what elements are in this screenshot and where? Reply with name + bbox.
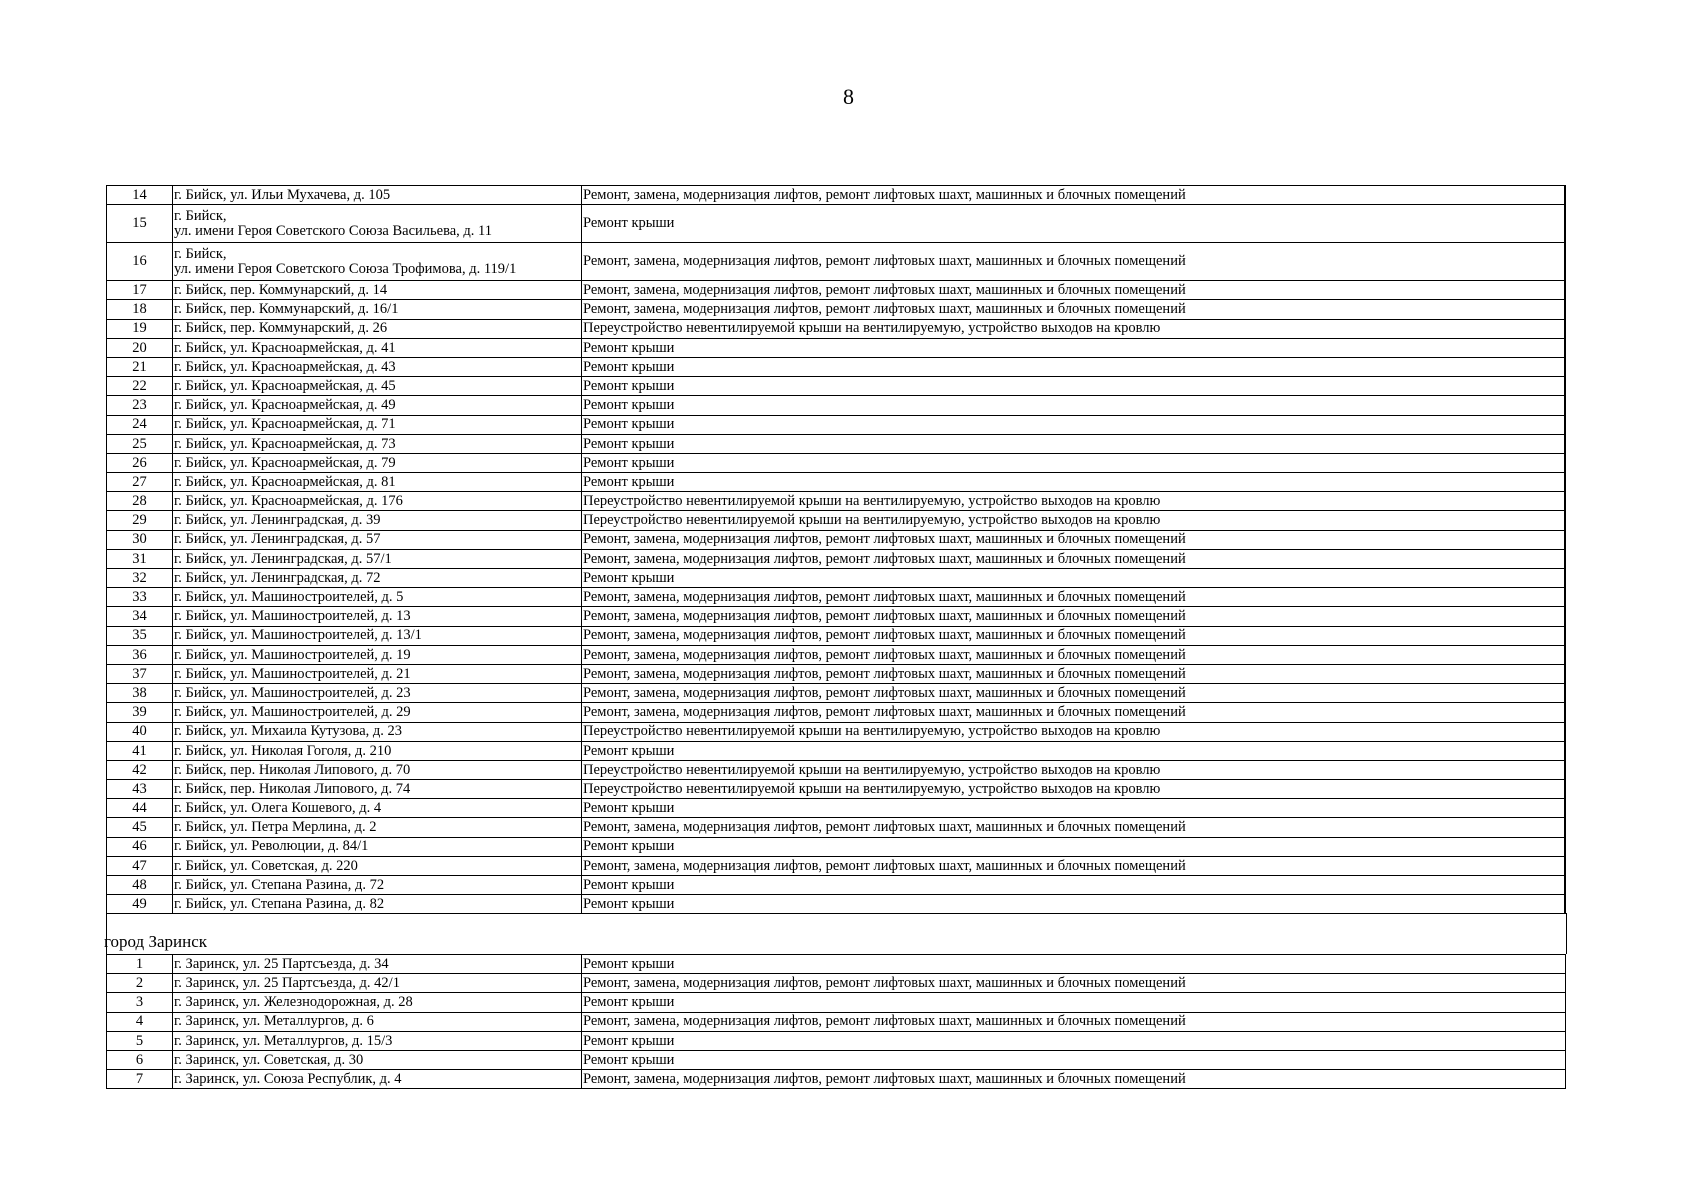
row-work-type: Ремонт, замена, модернизация лифтов, ремонт лифтовых шахт, машинных и блочных помещений (582, 588, 1566, 607)
address-line: г. Бийск, ул. Красноармейская, д. 176 (174, 493, 403, 510)
table-row (107, 319, 1566, 338)
page-number: 8 (843, 84, 854, 109)
row-address (173, 684, 582, 703)
row-address (173, 281, 582, 300)
table-row (107, 974, 1566, 993)
row-work-type: Ремонт крыши (582, 434, 1566, 453)
row-address (173, 396, 582, 415)
row-work-type: Ремонт, замена, модернизация лифтов, ремонт лифтовых шахт, машинных и блочных помещений (582, 243, 1566, 281)
row-work-type: Ремонт крыши (582, 205, 1566, 243)
table-row (107, 607, 1566, 626)
address-line: г. Бийск, ул. Красноармейская, д. 71 (174, 416, 396, 433)
address-line: г. Бийск, пер. Николая Липового, д. 70 (174, 761, 411, 778)
row-address (173, 186, 582, 205)
row-address (173, 1050, 582, 1069)
address-line: г. Бийск, ул. Машиностроителей, д. 5 (174, 589, 404, 606)
address-line: г. Бийск, ул. Степана Разина, д. 72 (174, 876, 385, 893)
row-number: 33 (107, 588, 173, 607)
table-row (107, 243, 1566, 281)
row-number: 18 (107, 300, 173, 319)
address-line: г. Бийск, ул. Красноармейская, д. 79 (174, 454, 396, 471)
row-address (173, 205, 582, 243)
address-line: г. Заринск, ул. Союза Республик, д. 4 (174, 1070, 402, 1087)
row-work-type: Переустройство невентилируемой крыши на вентилируемую, устройство выходов на кровлю (582, 319, 1566, 338)
section-title-zarinsk: город Заринск (104, 932, 208, 951)
row-address (173, 338, 582, 357)
row-work-type: Ремонт крыши (582, 338, 1566, 357)
row-work-type: Ремонт, замена, модернизация лифтов, ремонт лифтовых шахт, машинных и блочных помещений (582, 645, 1566, 664)
row-number: 3 (107, 993, 173, 1012)
table-row (107, 549, 1566, 568)
address-line: г. Бийск, ул. Красноармейская, д. 41 (174, 339, 396, 356)
address-line: г. Бийск, ул. Николая Гоголя, д. 210 (174, 742, 392, 759)
table-row (107, 186, 1566, 205)
row-number: 37 (107, 664, 173, 683)
table-row (107, 530, 1566, 549)
row-address (173, 1012, 582, 1031)
row-address (173, 895, 582, 914)
table-row (107, 760, 1566, 779)
row-work-type: Ремонт крыши (582, 377, 1566, 396)
address-line: г. Бийск, ул. Ленинградская, д. 57 (174, 531, 381, 548)
row-number: 25 (107, 434, 173, 453)
biysk-table (106, 185, 1566, 914)
row-work-type: Ремонт крыши (582, 876, 1566, 895)
row-address (173, 645, 582, 664)
row-address (173, 760, 582, 779)
table-row (107, 837, 1566, 856)
row-work-type: Ремонт крыши (582, 741, 1566, 760)
row-address (173, 434, 582, 453)
row-address (173, 741, 582, 760)
row-address (173, 415, 582, 434)
address-line: г. Бийск, ул. Красноармейская, д. 49 (174, 397, 396, 414)
address-line: г. Бийск, ул. Красноармейская, д. 73 (174, 435, 396, 452)
address-line: г. Бийск, ул. Машиностроителей, д. 21 (174, 665, 411, 682)
row-address (173, 974, 582, 993)
address-line: г. Бийск, ул. Машиностроителей, д. 19 (174, 646, 411, 663)
row-number: 41 (107, 741, 173, 760)
row-work-type: Ремонт крыши (582, 357, 1566, 376)
row-address (173, 993, 582, 1012)
row-address (173, 1070, 582, 1089)
table-row (107, 955, 1566, 974)
row-address (173, 473, 582, 492)
row-number: 2 (107, 974, 173, 993)
address-line: г. Бийск, пер. Коммунарский, д. 16/1 (174, 301, 399, 318)
row-number: 14 (107, 186, 173, 205)
address-line: г. Бийск, пер. Николая Липового, д. 74 (174, 780, 411, 797)
row-address (173, 243, 582, 281)
row-number: 49 (107, 895, 173, 914)
row-number: 48 (107, 876, 173, 895)
table-row (107, 684, 1566, 703)
row-address (173, 300, 582, 319)
row-work-type: Ремонт, замена, модернизация лифтов, ремонт лифтовых шахт, машинных и блочных помещений (582, 300, 1566, 319)
row-number: 24 (107, 415, 173, 434)
row-number: 6 (107, 1050, 173, 1069)
table-row (107, 338, 1566, 357)
table-row (107, 895, 1566, 914)
row-address (173, 492, 582, 511)
table-row (107, 569, 1566, 588)
row-number: 34 (107, 607, 173, 626)
row-work-type: Ремонт крыши (582, 955, 1566, 974)
section-gap (106, 913, 1567, 954)
row-address (173, 357, 582, 376)
row-work-type: Ремонт крыши (582, 415, 1566, 434)
row-work-type: Переустройство невентилируемой крыши на вентилируемую, устройство выходов на кровлю (582, 511, 1566, 530)
row-work-type: Ремонт, замена, модернизация лифтов, ремонт лифтовых шахт, машинных и блочных помещений (582, 703, 1566, 722)
address-line: г. Бийск, (174, 208, 227, 225)
row-work-type: Ремонт крыши (582, 1050, 1566, 1069)
table-row (107, 434, 1566, 453)
address-line: г. Бийск, ул. Красноармейская, д. 43 (174, 358, 396, 375)
table-row (107, 492, 1566, 511)
row-number: 29 (107, 511, 173, 530)
row-address (173, 780, 582, 799)
row-number: 5 (107, 1031, 173, 1050)
row-address (173, 377, 582, 396)
address-line: г. Бийск, ул. Олега Кошевого, д. 4 (174, 800, 382, 817)
row-work-type: Ремонт, замена, модернизация лифтов, ремонт лифтовых шахт, машинных и блочных помещений (582, 664, 1566, 683)
table-row (107, 703, 1566, 722)
address-line: г. Бийск, ул. Михаила Кутузова, д. 23 (174, 723, 403, 740)
table-row (107, 1050, 1566, 1069)
table-row (107, 396, 1566, 415)
row-work-type: Ремонт крыши (582, 453, 1566, 472)
address-line: ул. имени Героя Советского Союза Трофимова, д. 119/1 (174, 260, 517, 277)
row-number: 27 (107, 473, 173, 492)
row-work-type: Ремонт, замена, модернизация лифтов, ремонт лифтовых шахт, машинных и блочных помещений (582, 626, 1566, 645)
row-address (173, 626, 582, 645)
row-work-type: Переустройство невентилируемой крыши на вентилируемую, устройство выходов на кровлю (582, 780, 1566, 799)
address-line: г. Бийск, ул. Степана Разина, д. 82 (174, 896, 385, 913)
row-address (173, 664, 582, 683)
row-number: 36 (107, 645, 173, 664)
row-number: 20 (107, 338, 173, 357)
row-number: 26 (107, 453, 173, 472)
row-work-type: Ремонт, замена, модернизация лифтов, ремонт лифтовых шахт, машинных и блочных помещений (582, 684, 1566, 703)
row-number: 31 (107, 549, 173, 568)
row-work-type: Ремонт, замена, модернизация лифтов, ремонт лифтовых шахт, машинных и блочных помещений (582, 974, 1566, 993)
table-row (107, 818, 1566, 837)
address-line: г. Заринск, ул. 25 Партсъезда, д. 42/1 (174, 975, 400, 992)
address-line: г. Бийск, ул. Красноармейская, д. 81 (174, 473, 396, 490)
table-row (107, 588, 1566, 607)
address-line: г. Бийск, ул. Ленинградская, д. 72 (174, 569, 381, 586)
address-line: г. Бийск, ул. Машиностроителей, д. 29 (174, 704, 411, 721)
row-work-type: Ремонт, замена, модернизация лифтов, ремонт лифтовых шахт, машинных и блочных помещений (582, 1070, 1566, 1089)
zarinsk-table (106, 954, 1566, 1089)
row-address (173, 799, 582, 818)
row-address (173, 588, 582, 607)
address-line: г. Заринск, ул. Металлургов, д. 15/3 (174, 1032, 393, 1049)
row-address (173, 607, 582, 626)
row-number: 16 (107, 243, 173, 281)
row-number: 45 (107, 818, 173, 837)
table-row (107, 377, 1566, 396)
row-work-type: Ремонт, замена, модернизация лифтов, ремонт лифтовых шахт, машинных и блочных помещений (582, 549, 1566, 568)
row-work-type: Ремонт, замена, модернизация лифтов, ремонт лифтовых шахт, машинных и блочных помещений (582, 607, 1566, 626)
row-address (173, 876, 582, 895)
address-line: г. Бийск, ул. Петра Мерлина, д. 2 (174, 819, 377, 836)
row-number: 15 (107, 205, 173, 243)
row-address (173, 511, 582, 530)
row-number: 32 (107, 569, 173, 588)
table-row (107, 780, 1566, 799)
row-number: 30 (107, 530, 173, 549)
row-address (173, 856, 582, 875)
row-number: 21 (107, 357, 173, 376)
row-number: 22 (107, 377, 173, 396)
address-line: г. Заринск, ул. Советская, д. 30 (174, 1051, 364, 1068)
row-address (173, 319, 582, 338)
row-number: 43 (107, 780, 173, 799)
table-row (107, 876, 1566, 895)
row-address (173, 453, 582, 472)
row-address (173, 530, 582, 549)
row-work-type: Ремонт крыши (582, 895, 1566, 914)
table-row (107, 856, 1566, 875)
row-work-type: Ремонт крыши (582, 396, 1566, 415)
address-line: г. Бийск, пер. Коммунарский, д. 14 (174, 282, 388, 299)
row-number: 39 (107, 703, 173, 722)
row-number: 17 (107, 281, 173, 300)
row-work-type: Переустройство невентилируемой крыши на вентилируемую, устройство выходов на кровлю (582, 492, 1566, 511)
address-line: г. Бийск, ул. Машиностроителей, д. 13/1 (174, 627, 422, 644)
row-number: 4 (107, 1012, 173, 1031)
table-row (107, 205, 1566, 243)
row-number: 28 (107, 492, 173, 511)
row-number: 44 (107, 799, 173, 818)
address-line: г. Бийск, пер. Коммунарский, д. 26 (174, 320, 388, 337)
table-row (107, 799, 1566, 818)
table-row (107, 300, 1566, 319)
row-work-type: Ремонт, замена, модернизация лифтов, ремонт лифтовых шахт, машинных и блочных помещений (582, 530, 1566, 549)
address-line: г. Бийск, ул. Советская, д. 220 (174, 857, 358, 874)
table-row (107, 626, 1566, 645)
row-address (173, 549, 582, 568)
row-number: 7 (107, 1070, 173, 1089)
row-work-type: Ремонт, замена, модернизация лифтов, ремонт лифтовых шахт, машинных и блочных помещений (582, 1012, 1566, 1031)
address-line: г. Бийск, ул. Ленинградская, д. 57/1 (174, 550, 392, 567)
row-number: 38 (107, 684, 173, 703)
address-line: г. Бийск, ул. Красноармейская, д. 45 (174, 377, 396, 394)
row-number: 19 (107, 319, 173, 338)
address-line: г. Бийск, ул. Ильи Мухачева, д. 105 (174, 186, 391, 203)
table-row (107, 415, 1566, 434)
row-number: 35 (107, 626, 173, 645)
address-line: г. Бийск, ул. Ленинградская, д. 39 (174, 512, 381, 529)
biysk-table-body (107, 186, 1566, 914)
row-address (173, 722, 582, 741)
row-work-type: Ремонт, замена, модернизация лифтов, ремонт лифтовых шахт, машинных и блочных помещений (582, 186, 1566, 205)
row-number: 40 (107, 722, 173, 741)
table-row (107, 722, 1566, 741)
table-row (107, 511, 1566, 530)
row-work-type: Ремонт крыши (582, 473, 1566, 492)
row-number: 46 (107, 837, 173, 856)
address-line: г. Бийск, (174, 246, 227, 263)
row-work-type: Переустройство невентилируемой крыши на вентилируемую, устройство выходов на кровлю (582, 722, 1566, 741)
table-row (107, 357, 1566, 376)
address-line: г. Заринск, ул. Железнодорожная, д. 28 (174, 994, 413, 1011)
row-work-type: Ремонт, замена, модернизация лифтов, ремонт лифтовых шахт, машинных и блочных помещений (582, 818, 1566, 837)
row-address (173, 1031, 582, 1050)
row-work-type: Ремонт крыши (582, 993, 1566, 1012)
address-line: г. Бийск, ул. Революции, д. 84/1 (174, 838, 369, 855)
address-line: ул. имени Героя Советского Союза Васильева, д. 11 (174, 222, 492, 239)
row-address (173, 955, 582, 974)
address-line: г. Бийск, ул. Машиностроителей, д. 23 (174, 684, 411, 701)
table-row (107, 473, 1566, 492)
row-work-type: Ремонт крыши (582, 569, 1566, 588)
row-number: 1 (107, 955, 173, 974)
table-row (107, 281, 1566, 300)
table-row (107, 453, 1566, 472)
row-work-type: Ремонт, замена, модернизация лифтов, ремонт лифтовых шахт, машинных и блочных помещений (582, 281, 1566, 300)
table-row (107, 993, 1566, 1012)
row-work-type: Ремонт крыши (582, 799, 1566, 818)
row-address (173, 837, 582, 856)
row-address (173, 818, 582, 837)
table-row (107, 1012, 1566, 1031)
table-row (107, 664, 1566, 683)
row-work-type: Переустройство невентилируемой крыши на вентилируемую, устройство выходов на кровлю (582, 760, 1566, 779)
zarinsk-table-body (107, 955, 1566, 1089)
address-line: г. Бийск, ул. Машиностроителей, д. 13 (174, 608, 411, 625)
row-address (173, 569, 582, 588)
table-row (107, 1070, 1566, 1089)
table-row (107, 645, 1566, 664)
row-work-type: Ремонт крыши (582, 1031, 1566, 1050)
row-address (173, 703, 582, 722)
address-line: г. Заринск, ул. Металлургов, д. 6 (174, 1013, 374, 1030)
table-row (107, 1031, 1566, 1050)
row-work-type: Ремонт крыши (582, 837, 1566, 856)
row-number: 47 (107, 856, 173, 875)
row-number: 42 (107, 760, 173, 779)
table-row (107, 741, 1566, 760)
row-number: 23 (107, 396, 173, 415)
address-line: г. Заринск, ул. 25 Партсъезда, д. 34 (174, 955, 389, 972)
row-work-type: Ремонт, замена, модернизация лифтов, ремонт лифтовых шахт, машинных и блочных помещений (582, 856, 1566, 875)
